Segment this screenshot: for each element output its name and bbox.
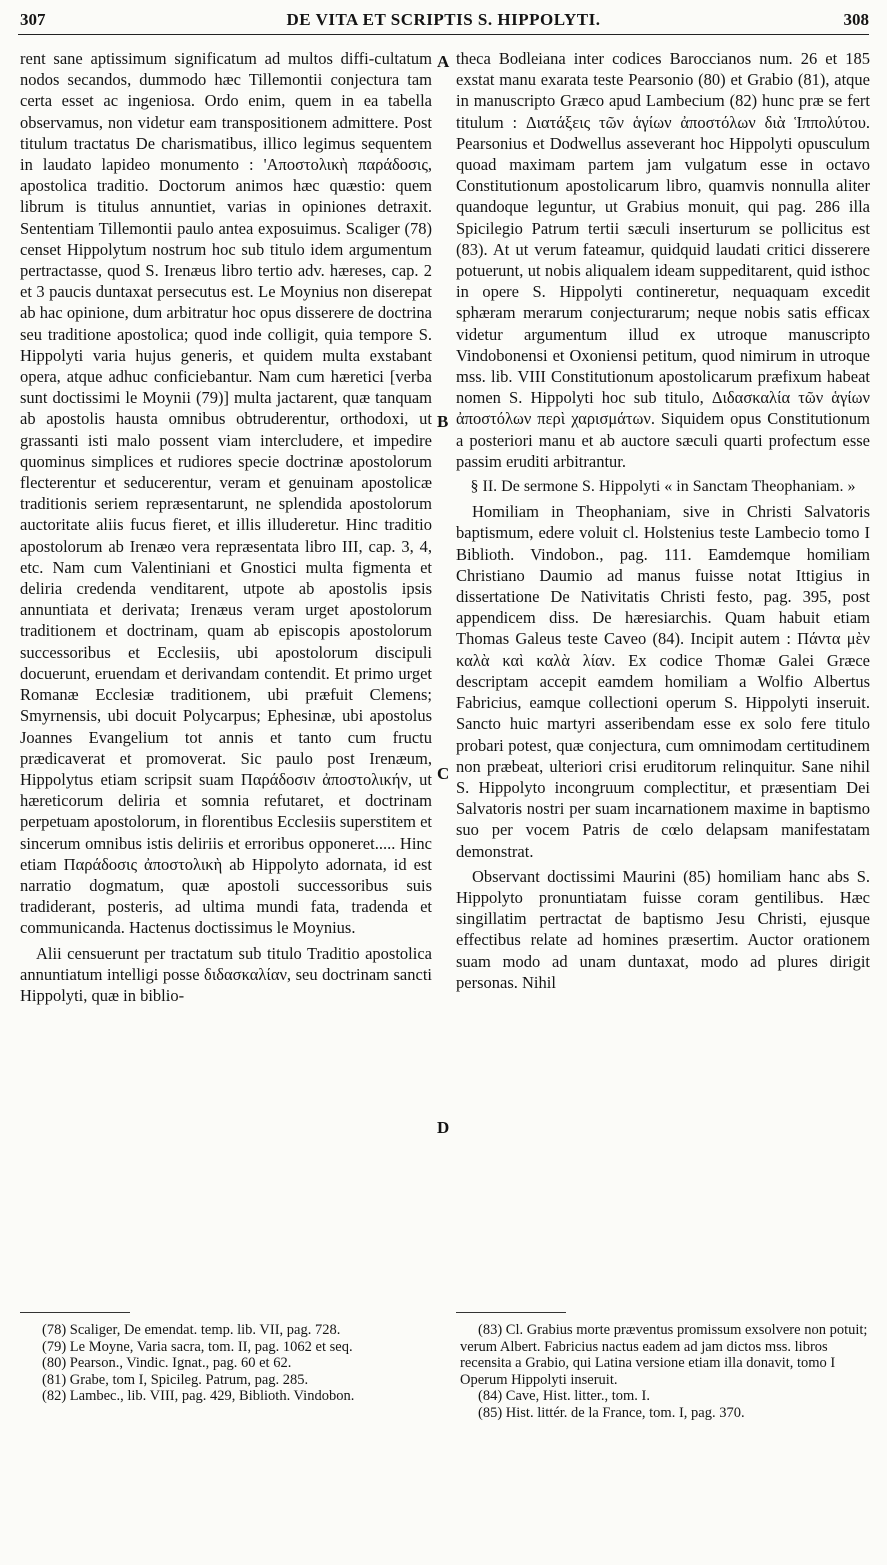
right-paragraph-1: theca Bodleiana inter codices Baroccianos num. 26 et 185 exstat manu exarata teste Pearsonio (80) et Grabio (81), atque in manuscripto Græco apud Lambecium (82) hunc præ se fert titulum : Διατάξεις τῶν ἁγίων ἀποστόλων διὰ Ἱππολύτου. Pearsonius et Dodwellus asseverant hoc Hippolyti opusculum quoad maximam partem jam vulgatum esse in octavo Constitutionum apostolicarum libro, quamvis nonnulla aliter quandoque leguntur, ut Grabius monuit, qui pag. 286 illa Spicilegio Patrum tertii sæculi inserturum se pollicitus est (83). At ut verum fateamur, quidquid laudati critici disserere potuerunt, ut nobis aliqualem ideam suppeditarent, quid isthoc in opere S. Hippolyti contineretur, nequaquam excedit sphæram merarum conjecturarum; neque nobis satis efficax videtur argumentum illud ex utroque manuscripto Vindobonensi et Oxoniensi petitum, quod nimirum in utroque mss. lib. VIII Constitutionum apostolicarum præfixum habeat nomen S. Hippolyti hoc sub titulo, Διδασκαλία τῶν ἁγίων ἀποστόλων περὶ χαρισμάτων. Siquidem opus Constitutionum a posteriori manu et ab auctore sæculi quarti profectum esse passim eruditi arbitrantur. [456, 49, 870, 471]
left-paragraph-1: rent sane aptissimum significatum ad multos diffi-cultatum nodos secandos, dummodo hæc Tillemontii conjectura tam certa esset ac ingeniosa. Ordo enim, quem in ea tabella observamus, non videtur eam transpositionem admittere. Post titulum tractatus De charismatibus, illico legimus sequentem in laudato lapideo monumento : 'Αποστολικὴ παράδοσις, apostolica traditio. Doctorum animos hæc quæstio: quem librum is titulus annuntiet, varias in opiniones detraxit. Sententiam Tillemontii paulo antea exposuimus. Scaliger (78) censet Hippolytum nostrum hoc sub titulo idem argumentum pertractasse, quod S. Irenæus libro tertio adv. hæreses, cap. 2 et 3 paucis duntaxat persecutus est. Le Moynius non diserepat ab hac opinione, dum arbitratur hoc opus disserere de doctrina seu traditione apostolica; quod inde colligit, quia tempore S. Hippolyti varia hujus generis, et quidem multa exstabant opera, atque adhuc conficiebantur. Nam cum hæretici [verba sunt doctissimi le Moynii (79)] multa jactarent, quæ tanquam ab apostolis hausta omnibus obtruderentur, orthodoxi, ut grassanti isti malo possent viam intercludere, et impedire quominus simplices et rudiores specie doctrinæ apostolorum flecterentur et seducerentur, veram et genuinam apostolicæ traditionis seriem repræsentarunt, ne splendida apostolorum auctoritate aliis fucus fieret, et illis illuderetur. Hinc traditio apostolorum ab Irenæo vera repræsentata libro III, cap. 3, 4, etc. Nam cum Valentiniani et Gnostici multa figmenta et deliria credenda venditarent, utpote ab apostolis ipsis annuntiata et derivata; Irenæus veram urget apostolorum traditionem et doctrinam, quam ab episcopis apostolorum successoribus et Ecclesiis, ubi apostolorum discipuli docuerunt, eruendam et derivandam contendit. Et primo urget Romanæ Ecclesiæ traditionem, ubi præfuit Clemens; Smyrnensis, ubi docuit Polycarpus; Ephesinæ, ubi apostolus Joannes Evangelium tot annis et tanto cum fructu prædicaverat et promoverat. Sic paulo post Irenæum, Hippolytus etiam scripsit suam Παράδοσιν ἀποστολικήν, ut hæreticorum deliria et somnia refutaret, et doctrinam perpetuam apostolorum, in florentibus Ecclesiis superstitem et sincerum omnibus istis deliriis et erroribus opponeret..... Hinc etiam Παράδοσις ἀποστολικὴ ab Hippolyto adornata, id est narratio dogmatum, quæ apostoli successoribus suis tradiderant, posteris, ad ultima mundi fata, tradenda et communicanda. Hactenus doctissimus le Moynius. [20, 49, 432, 938]
section-heading: § II. De sermone S. Hippolyti « in Sanctam Theophaniam. » [470, 478, 856, 496]
footnote-81: (81) Grabe, tom I, Spicileg. Patrum, pag. 285. [42, 1371, 309, 1388]
footnote-rule-right [456, 1312, 566, 1313]
left-paragraph-2: Alii censuerunt per tractatum sub titulo Traditio apostolica annuntiatum intelligi posse διδασκαλίαν, seu doctrinam sancti Hippolyti, quæ in biblio- [20, 943, 432, 1005]
running-header [18, 8, 869, 35]
footnote-84: (84) Cave, Hist. litter., tom. I. [478, 1388, 650, 1404]
footnote-79: (79) Le Moyne, Varia sacra, tom. II, pag. 1062 et seq. [42, 1338, 353, 1355]
page-number-left: 307 [20, 10, 46, 29]
running-title: DE VITA ET SCRIPTIS S. HIPPOLYTI. [286, 10, 601, 29]
footnote-78: (78) Scaliger, De emendat. temp. lib. VII, pag. 728. [42, 1322, 341, 1338]
footnote-85: (85) Hist. littér. de la France, tom. I, pag. 370. [478, 1404, 745, 1421]
right-paragraph-2: Homiliam in Theophaniam, sive in Christi Salvatoris baptismum, edere voluit cl. Holstenius teste Lambecio tomo I Biblioth. Vindobon., pag. 111. Eamdemque homiliam Christiano Daumio ad manus fuisse notat Ittigius in dissertatione De Nativitatis Christi festo, pag. 395, post appendicem diss. De hæresiarchis. Quam habuit etiam Thomas Galeus teste Caveo (84). Incipit autem : Πάντα μὲν καλὰ καὶ καλὰ λίαν. Ex codice Thomæ Galei Græce descriptam accepit eamdem homiliam a Wolfio Albertus Fabricius, eamque collectioni operum S. Hippolyti inseruit. Sancto huic martyri asseribendam esse ex solo fere titulo probari potest, quæ conjectura, cum omnimodam certitudinem non præbeat, ulteriori crisi eruditorum relinquitur. Sane nihil S. Hippolyto incongruum complectitur, et præsentiam Dei Salvatoris nostri per suam incarnationem maxime in baptismo suo per vocem Patris de cœlo delapsam manifestatam demonstrat. [456, 502, 870, 861]
footnote-80: (80) Pearson., Vindic. Ignat., pag. 60 et 62. [42, 1355, 292, 1371]
left-column [20, 48, 432, 1010]
margin-letter-b: B [437, 412, 449, 431]
margin-letter-c: C [437, 764, 450, 783]
footnote-83: (83) Cl. Grabius morte præventus promissum exsolvere non potuit; verum Albert. Fabricius nactus eadem ad jam dictos mss. libros recensita a Grabio, qui Latina versione etiam illa donavit, tomo I Operum Hippolyti inseruit. [460, 1322, 868, 1388]
right-column [456, 48, 870, 997]
margin-letter-d: D [437, 1118, 450, 1137]
right-paragraph-3: Observant doctissimi Maurini (85) homiliam hanc abs S. Hippolyto pronuntiatam fuisse coram gentilibus. Hæc singillatim pertractat de baptismo Jesu Christi, ejusque effectibus relate ad homines præsertim. Auctor orationem suam modo ad unam duntaxat, modo ad plures dirigit personas. Nihil [456, 866, 870, 992]
footnote-82: (82) Lambec., lib. VIII, pag. 429, Biblioth. Vindobon. [42, 1388, 355, 1404]
margin-letter-a: A [437, 52, 450, 71]
footnote-rule-left [20, 1312, 130, 1313]
page-number-right: 308 [843, 10, 869, 29]
footnotes-right [456, 1322, 870, 1421]
footnotes-left [20, 1322, 432, 1405]
